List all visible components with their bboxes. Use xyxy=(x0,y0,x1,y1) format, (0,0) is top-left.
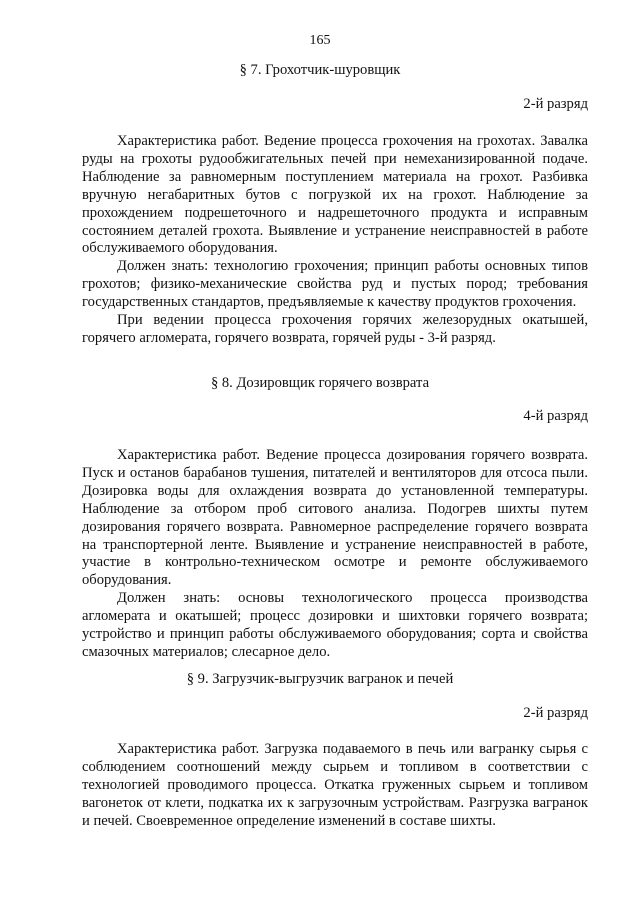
section-8-paragraph-2: Должен знать: основы технологического процесса производства агломерата и окатышей; процесс дозировки и шихтовки горячего возврата; устройство и принцип работы обслуживаемого оборудования; сорта и свойства смазочных материалов; слесарное дело. xyxy=(82,590,588,660)
section-7-paragraph-2: Должен знать: технологию грохочения; принцип работы основных типов грохотов; физико-механические свойства руд и пустых пород; требования государственных стандартов, предъявляемые к качеству продуктов грохочения. xyxy=(82,258,588,311)
section-7-body xyxy=(82,133,588,348)
section-7-paragraph-1: Характеристика работ. Ведение процесса грохочения на грохотах. Завалка руды на грохоты рудообжигательных печей при немеханизированной подаче. Наблюдение за равномерным поступлением материала на грохот. Разбивка вручную негабаритных бутов с погрузкой их на грохот. Наблюдение за прохождением подрешеточного и надрешеточного продукта и исправным состоянием деталей грохота. Выявление и устранение неисправностей в работе обслуживаемого оборудования. xyxy=(82,133,588,257)
section-9-grade: 2-й разряд xyxy=(523,705,588,721)
section-8-heading: § 8. Дозировщик горячего возврата xyxy=(210,375,430,391)
section-9-body xyxy=(82,741,588,831)
section-9-paragraph-1: Характеристика работ. Загрузка подаваемого в печь или вагранку сырья с соблюдением соотношений между сырьем и топливом в соответствии с технологией проводимого процесса. Откатка груженных сырьем и топливом вагонеток от клети, подкатка их к загрузочным устройствам. Разгрузка вагранок и печей. Своевременное определение изменений в составе шихты. xyxy=(82,741,588,829)
section-8-grade: 4-й разряд xyxy=(523,408,588,424)
section-9-heading: § 9. Загрузчик-выгрузчик вагранок и печей xyxy=(186,671,454,687)
section-7-grade: 2-й разряд xyxy=(523,96,588,112)
section-8-paragraph-1: Характеристика работ. Ведение процесса дозирования горячего возврата. Пуск и останов барабанов тушения, питателей и вентиляторов для отсоса пыли. Дозировка воды для охлаждения возврата до установленной температуры. Наблюдение за отбором проб ситового анализа. Подогрев шихты путем дозирования горячего возврата. Равномерное распределение горячего возврата на транспортерной ленте. Выявление и устранение неисправностей в работе, участие в контрольно-техническом осмотре и ремонте обслуживаемого оборудования. xyxy=(82,447,588,589)
section-8-body xyxy=(82,447,588,662)
section-7-paragraph-3: При ведении процесса грохочения горячих железорудных окатышей, горячего агломерата, горячего возврата, горячей руды - 3-й разряд. xyxy=(82,312,588,346)
section-7-heading: § 7. Грохотчик-шуровщик xyxy=(239,62,401,78)
page-number: 165 xyxy=(309,33,331,48)
